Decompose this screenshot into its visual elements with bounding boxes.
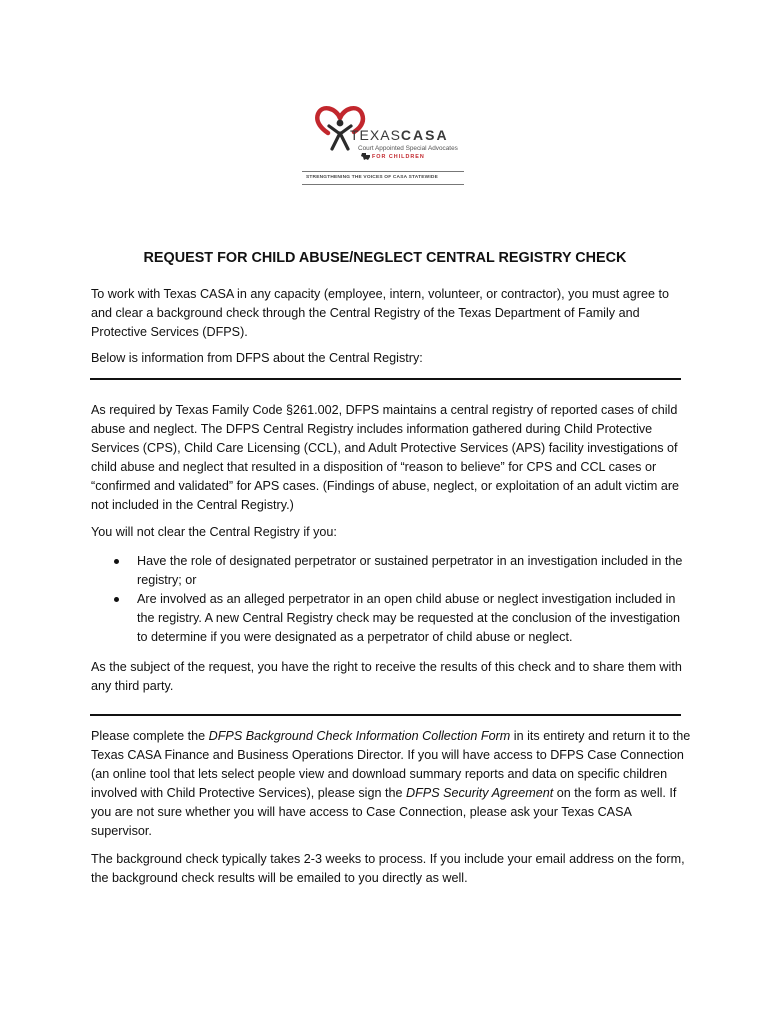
bullet-icon	[114, 559, 119, 564]
below-info-paragraph: Below is information from DFPS about the Central Registry:	[91, 351, 423, 365]
not-clear-list	[91, 552, 691, 647]
document-title: REQUEST FOR CHILD ABUSE/NEGLECT CENTRAL REGISTRY CHECK	[143, 250, 627, 266]
bullet-icon	[114, 597, 119, 602]
logo-divider	[302, 171, 464, 172]
texas-casa-logo	[300, 96, 470, 192]
complete-form-paragraph: Please complete the DFPS Background Check Information Collection Form in its entirety and return it to the Texas CASA Finance and Business Operations Director. If you will have access to DFPS Case Connection (an online tool that lets select people view and download summary reports and data on specific children involved with Child Protective Services), please sign the DFPS Security Agreement on the form as well. If you are not sure whether you will have access to Case Connection, please ask your Texas CASA supervisor.	[91, 729, 691, 838]
logo-brand-text: TEXASCASA	[350, 127, 449, 143]
section-divider	[90, 714, 681, 716]
form-name: DFPS Background Check Information Collection Form	[208, 729, 511, 743]
section-divider	[90, 378, 681, 380]
texas-state-icon	[361, 152, 371, 161]
not-clear-intro: You will not clear the Central Registry if you:	[91, 525, 337, 539]
agreement-name: DFPS Security Agreement	[406, 786, 554, 800]
logo-subtitle-2: FOR CHILDREN	[372, 154, 425, 160]
rights-paragraph: As the subject of the request, you have the right to receive the results of this check and to share them with any third party.	[91, 660, 682, 693]
list-item: Are involved as an alleged perpetrator in an open child abuse or neglect investigation included in the registry. A new Central Registry check may be requested at the conclusion of the investigation to determine if you were designated as a perpetrator of child abuse or neglect.	[91, 590, 691, 647]
list-item: Have the role of designated perpetrator or sustained perpetrator in an investigation included in the registry; or	[91, 552, 691, 590]
timing-paragraph: The background check typically takes 2-3 weeks to process. If you include your email address on the form, the background check results will be emailed to you directly as well.	[91, 852, 685, 885]
registry-info-paragraph: As required by Texas Family Code §261.002, DFPS maintains a central registry of reported cases of child abuse and neglect. The DFPS Central Registry includes information gathered during Child Protective Services (CPS), Child Care Licensing (CCL), and Adult Protective Services (APS) facility investigations of child abuse and neglect that resulted in a disposition of “reason to believe” for CPS and CCL cases or “confirmed and validated” for APS cases. (Findings of abuse, neglect, or exploitation of an adult victim are not included in the Central Registry.)	[91, 403, 680, 512]
logo-tagline: STRENGTHENING THE VOICES OF CASA STATEWIDE	[306, 175, 438, 180]
logo-divider	[302, 184, 464, 185]
logo-subtitle: Court Appointed Special Advocates	[358, 145, 458, 152]
intro-paragraph: To work with Texas CASA in any capacity (employee, intern, volunteer, or contractor), you must agree to and clear a background check through the Central Registry of the Texas Department of Family and Protective Services (DFPS).	[91, 287, 669, 339]
